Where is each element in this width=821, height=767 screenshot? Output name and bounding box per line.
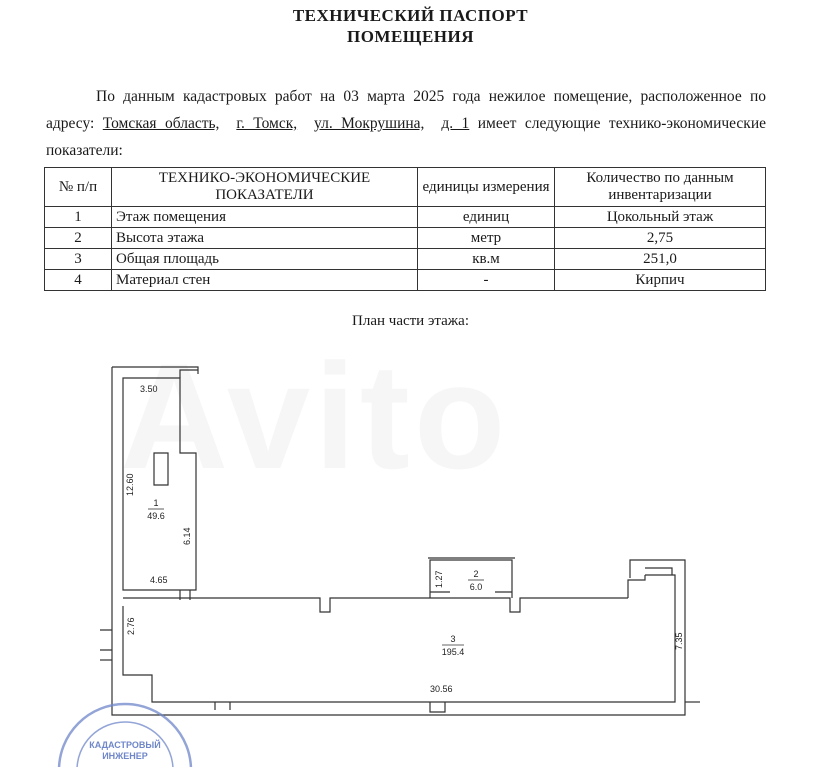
intro-text-2: имеет следующие технико-экономические показатели: (46, 115, 767, 159)
row-unit: - (418, 270, 555, 291)
room-1-number: 1 (153, 498, 159, 508)
intro-paragraph (46, 83, 766, 164)
header-indicator: ТЕХНИКО-ЭКОНОМИЧЕСКИЕ ПОКАЗАТЕЛИ (112, 168, 418, 207)
room-1-area: 49.6 (147, 511, 165, 521)
table-row (45, 249, 766, 270)
floor-plan (0, 330, 821, 767)
table-row (45, 207, 766, 228)
header-number: № п/п (45, 168, 112, 207)
stamp-text-bottom: ИНЖЕНЕР (102, 751, 148, 761)
table-row (45, 270, 766, 291)
row-number: 1 (45, 207, 112, 228)
row-unit: кв.м (418, 249, 555, 270)
dim-bottom-width: 4.65 (150, 575, 168, 585)
address-street: ул. Мокрушина, (314, 115, 425, 132)
row-value: Цокольный этаж (555, 207, 766, 228)
table-header-row (45, 168, 766, 207)
row-unit: единиц (418, 207, 555, 228)
table-row (45, 228, 766, 249)
address-house: д. 1 (441, 115, 470, 132)
header-unit: единицы измерения (418, 168, 555, 207)
indicators-table (44, 167, 766, 291)
row-name: Этаж помещения (112, 207, 418, 228)
header-quantity: Количество по данным инвентаризации (555, 168, 766, 207)
room-2-area: 6.0 (469, 582, 483, 592)
address-region: Томская область, (102, 115, 220, 132)
room-3-area: 195.4 (441, 647, 465, 657)
row-name: Общая площадь (112, 249, 418, 270)
row-number: 4 (45, 270, 112, 291)
address-city: г. Томск, (236, 115, 298, 132)
row-number: 3 (45, 249, 112, 270)
document-title-line2: ПОМЕЩЕНИЯ (346, 27, 475, 46)
cadastral-stamp (59, 704, 191, 767)
stamp-text-top: КАДАСТРОВЫЙ (89, 740, 161, 750)
row-value: 2,75 (555, 228, 766, 249)
dim-inner-height: 6.14 (182, 527, 192, 545)
dim-total-width: 30.56 (430, 684, 453, 694)
row-number: 2 (45, 228, 112, 249)
row-name: Материал стен (112, 270, 418, 291)
room-3-number: 3 (450, 634, 456, 644)
row-name: Высота этажа (112, 228, 418, 249)
row-unit: метр (418, 228, 555, 249)
dim-left-height: 12.60 (125, 473, 135, 496)
dim-right-height: 7.35 (674, 632, 684, 650)
dim-annex-depth: 1.27 (434, 570, 444, 588)
document-title-line1: ТЕХНИЧЕСКИЙ ПАСПОРТ (292, 6, 529, 25)
room-2-number: 2 (473, 569, 479, 579)
dim-lower-left: 2.76 (126, 617, 136, 635)
plan-caption: План части этажа: (352, 313, 469, 329)
row-value: 251,0 (555, 249, 766, 270)
row-value: Кирпич (555, 270, 766, 291)
dim-top-width: 3.50 (140, 384, 158, 394)
intro-text-1: По данным кадастровых работ на 03 марта 2025 года нежилое помещение, расположенное по адресу: (46, 88, 766, 132)
